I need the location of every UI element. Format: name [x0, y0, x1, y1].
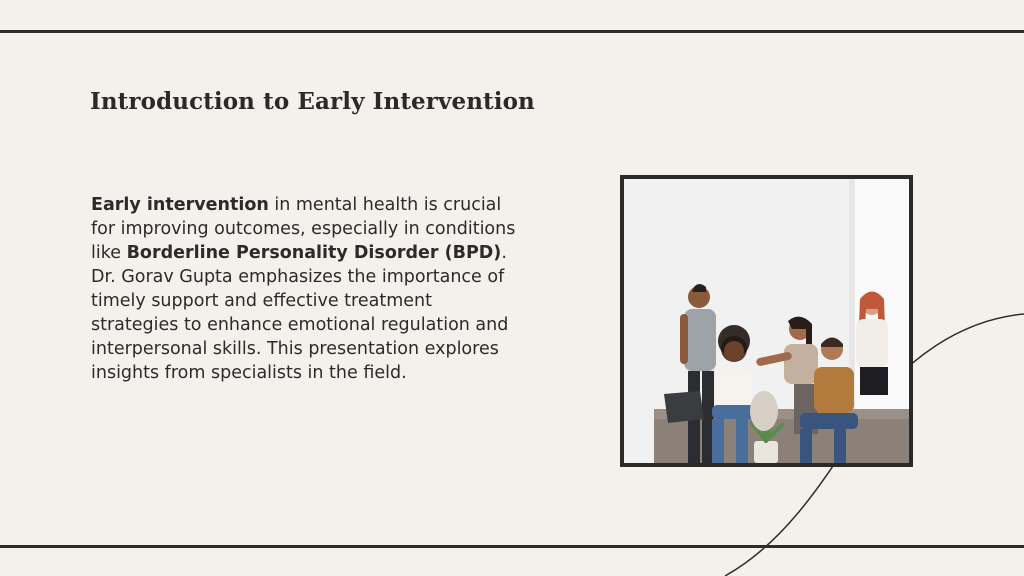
group-photo-illustration: [624, 179, 909, 463]
term-bpd: Borderline Personality Disorder (BPD): [126, 243, 502, 263]
top-divider: [0, 30, 1024, 33]
bottom-divider: [0, 545, 1024, 548]
slide-title: Introduction to Early Intervention: [90, 88, 535, 115]
body-text-part-1: in mental health is crucial for improving outcomes, especially in conditions like: [91, 195, 516, 263]
term-early-intervention: Early intervention: [91, 195, 269, 215]
group-photo: [620, 175, 913, 467]
slide-body: [91, 193, 521, 385]
body-text-part-2: . Dr. Gorav Gupta emphasizes the importance of timely support and effective treatment strategies to enhance emotional regulation and interpersonal skills. This presentation explores insights from specialists in the field.: [91, 243, 509, 383]
